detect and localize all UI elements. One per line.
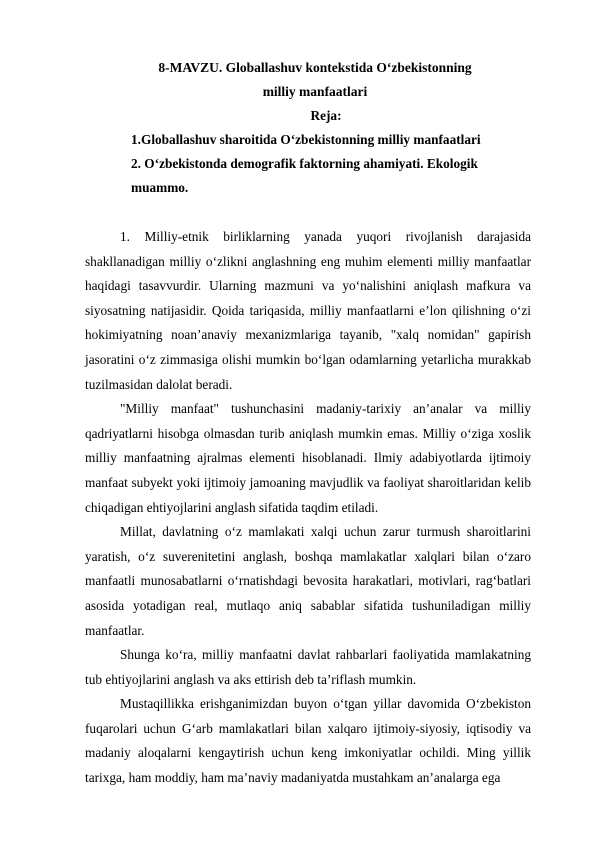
plan-item-2: 2. O‘zbekistonda demografik faktorning ahamiyati. Ekologik muammo. [131,156,478,195]
paragraph-5: Mustaqillikka erishganimizdan buyon o‘tgan yillar davomida O‘zbekiston fuqarolari uchun G‘arb mamlakatlari bilan xalqaro ijtimoiy-siyosiy, iqtisodiy va madaniy aloqalarni kengaytirish uchun keng imkoniyatlar ochildi. Ming yillik tarixga, ham moddiy, ham ma’naviy madaniyatda mustahkam an’analarga ega [85,696,531,786]
plan-item-1: 1.Globallashuv sharoitida O‘zbekistonning milliy manfaatlari [131,132,481,147]
plan-list [131,128,521,200]
document-title: 8-MAVZU. Globallashuv kontekstida O‘zbekistonning milliy manfaatlari [158,60,472,99]
paragraph-4: Shunga ko‘ra, milliy manfaatni davlat rahbarlari faoliyatida mamlakatning tub ehtiyojlarini anglash va aks ettirish deb ta’riflash mumkin. [85,647,531,687]
paragraph-2: "Milliy manfaat" tushunchasini madaniy-tarixiy an’analar va milliy qadriyatlarni hisobga olmasdan turib aniqlash mumkin emas. Milliy o‘ziga xoslik milliy manfaatning ajralmas elementi hisoblanadi. Ilmiy adabiyotlarda ijtimoiy manfaat subyekt yoki ijtimoiy jamoaning mavjudlik va faoliyat sharoitlaridan kelib chiqadigan ehtiyojlarini anglash sifatida taqdim etiladi. [85,401,531,515]
paragraph-1: 1. Milliy-etnik birliklarning yanada yuqori rivojlanish darajasida shakllanadigan milliy o‘zlikni anglashning eng muhim elementi milliy manfaatlar haqidagi tasavvurdir. Ularning mazmuni va yo‘nalishini aniqlash mafkura va siyosatning natijasidir. Qoida tariqasida, milliy manfaatlarni e’lon qilishning o‘zi hokimiyatning noan’anaviy mexanizmlariga tayanib, "xalq nomidan" gapirish jasoratini o‘z zimmasiga olishi mumkin bo‘lgan odamlarning yetarlicha murakkab tuzilmasidan dalolat beradi. [85,229,531,392]
paragraph-3: Millat, davlatning o‘z mamlakati xalqi uchun zarur turmush sharoitlarini yaratish, o‘z suverenitetini anglash, boshqa mamlakatlar xalqlari bilan o‘zaro manfaatli munosabatlarni o‘rnatishdagi bevosita harakatlari, motivlari, rag‘batlari asosida yotadigan real, mutlaqo aniq sabablar sifatida tushuniladigan milliy manfaatlar. [85,524,531,638]
document-body [85,225,531,791]
plan-heading: Reja: [310,108,342,123]
